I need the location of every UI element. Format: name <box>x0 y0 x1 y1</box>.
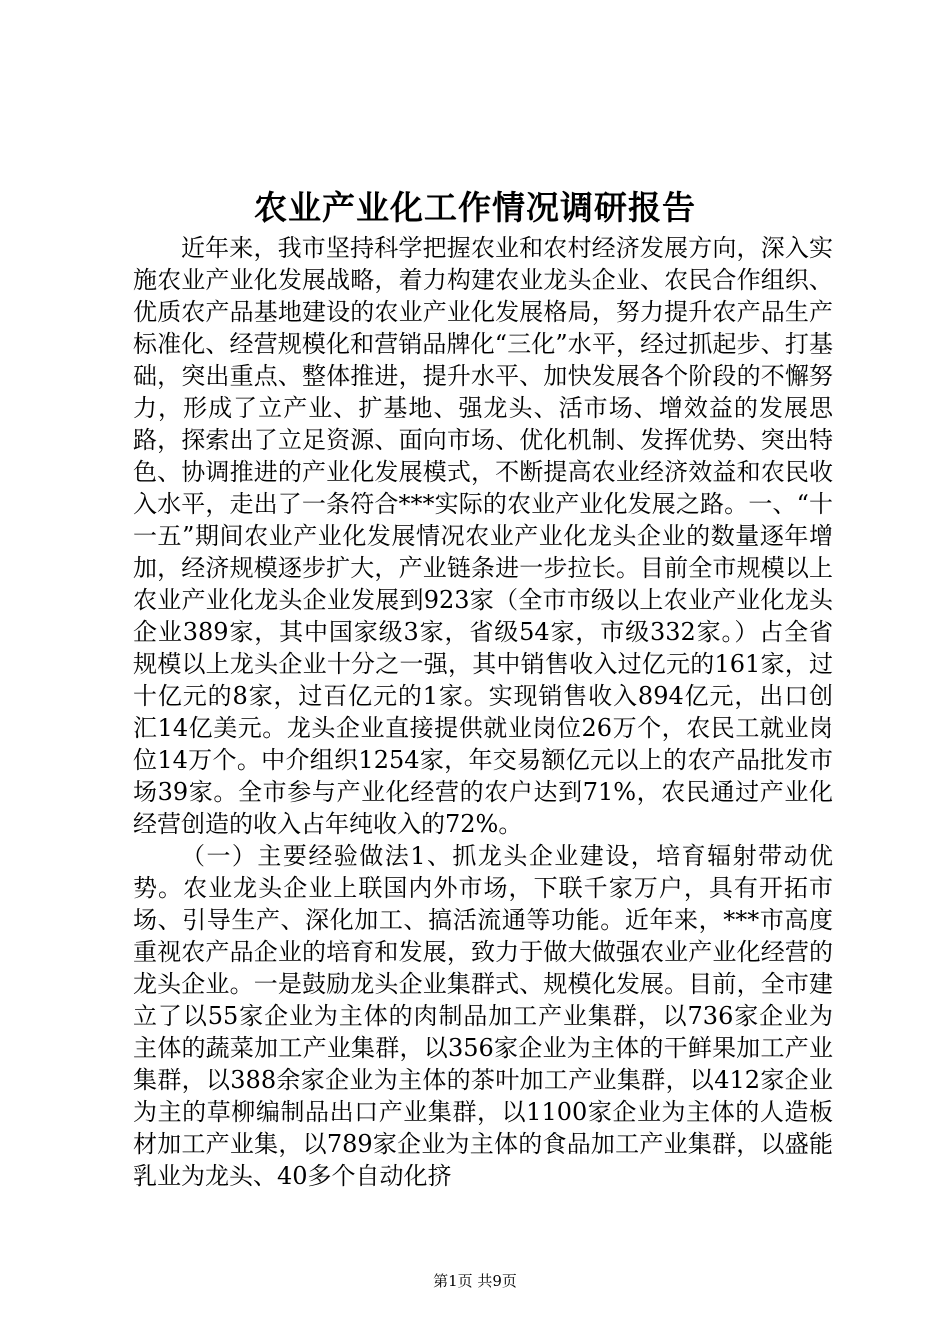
paragraph-experience: （一）主要经验做法1、抓龙头企业建设，培育辐射带动优势。农业龙头企业上联国内外市场，下联千家万户，具有开拓市场、引导生产、深化加工、搞活流通等功能。近年来，***市高度重视农产品企业的培育和发展，致力于做大做强农业产业化经营的龙头企业。一是鼓励龙头企业集群式、规模化发展。目前，全市建立了以55家企业为主体的肉制品加工产业集群，以736家企业为主体的蔬菜加工产业集群，以356家企业为主体的干鲜果加工产业集群，以388余家企业为主体的茶叶加工产业集群，以412家企业为主的草柳编制品出口产业集群，以1100家企业为主体的人造板材加工产业集，以789家企业为主体的食品加工产业集群，以盛能乳业为龙头、40多个自动化挤 <box>133 842 833 1190</box>
paragraph-intro: 近年来，我市坚持科学把握农业和农村经济发展方向，深入实施农业产业化发展战略，着力构建农业龙头企业、农民合作组织、优质农产品基地建设的农业产业化发展格局，努力提升农产品生产标准化、经营规模化和营销品牌化“三化”水平，经过抓起步、打基础，突出重点、整体推进，提升水平、加快发展各个阶段的不懈努力，形成了立产业、扩基地、强龙头、活市场、增效益的发展思路，探索出了立足资源、面向市场、优化机制、发挥优势、突出特色、协调推进的产业化发展模式，不断提高农业经济效益和农民收入水平，走出了一条符合***实际的农业产业化发展之路。一、“十一五”期间农业产业化发展情况农业产业化龙头企业的数量逐年增加，经济规模逐步扩大，产业链条进一步拉长。目前全市规模以上农业产业化龙头企业发展到923家（全市市级以上农业产业化龙头企业389家，其中国家级3家，省级54家，市级332家。）占全省规模以上龙头企业十分之一强，其中销售收入过亿元的161家，过十亿元的8家，过百亿元的1家。实现销售收入894亿元，出口创汇14亿美元。龙头企业直接提供就业岗位26万个，农民工就业岗位14万个。中介组织1254家，年交易额亿元以上的农产品批发市场39家。全市参与产业化经营的农户达到71%，农民通过产业化经营创造的收入占年纯收入的72%。 <box>133 234 833 838</box>
document-title: 农业产业化工作情况调研报告 <box>254 188 696 227</box>
page-footer: 第1页 共9页 <box>433 1272 517 1290</box>
document-body <box>133 232 833 1192</box>
